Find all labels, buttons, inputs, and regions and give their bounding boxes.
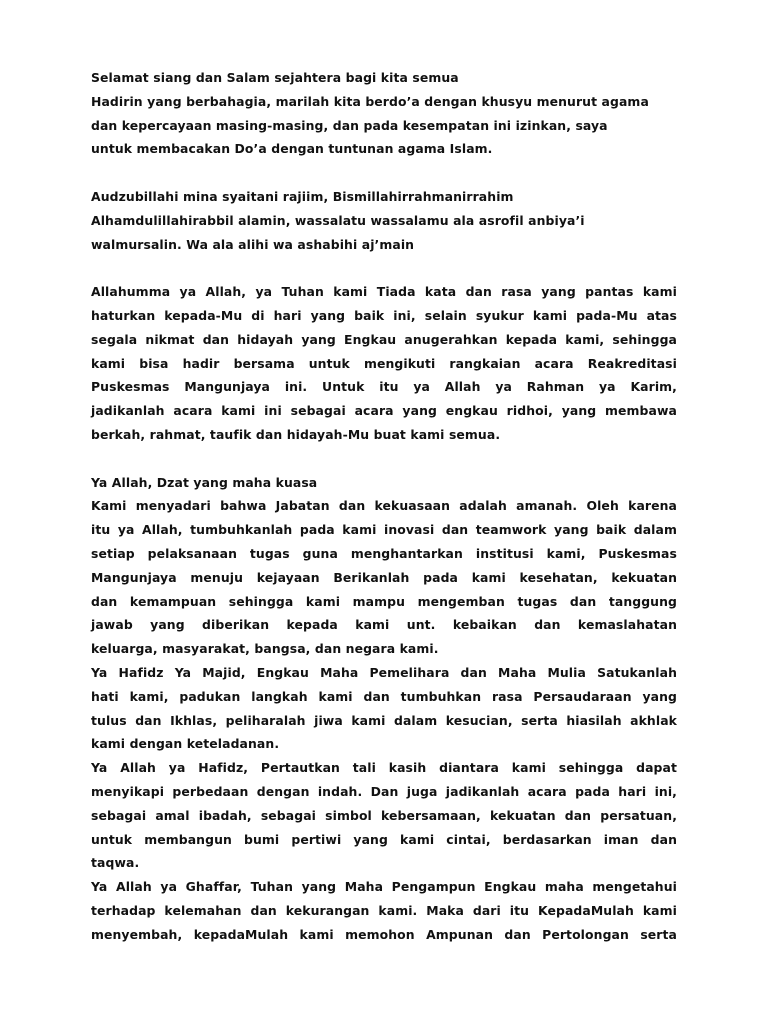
text-line: haturkan kepada-Mu di hari yang baik ini, selain syukur kami pada-Mu atas: [91, 307, 677, 323]
paragraph-gap: [91, 161, 677, 185]
text-line: segala nikmat dan hidayah yang Engkau anugerahkan kepada kami, sehingga: [91, 331, 677, 347]
text-line: Audzubillahi mina syaitani rajiim, Bismillahirrahmanirrahim: [91, 188, 514, 204]
text-line: tulus dan Ikhlas, peliharalah jiwa kami dalam kesucian, serta hiasilah akhlak: [91, 712, 677, 728]
text-line: keluarga, masyarakat, bangsa, dan negara kami.: [91, 641, 439, 657]
text-line: dan kemampuan sehingga kami mampu mengemban tugas dan tanggung: [91, 593, 677, 609]
text-line: Allahumma ya Allah, ya Tuhan kami Tiada kata dan rasa yang pantas kami: [91, 284, 677, 300]
text-line: sebagai amal ibadah, sebagai simbol kebersamaan, kekuatan dan persatuan,: [91, 807, 677, 823]
text-line: jadikanlah acara kami ini sebagai acara yang engkau ridhoi, yang membawa: [91, 403, 677, 419]
text-line: itu ya Allah, tumbuhkanlah pada kami inovasi dan teamwork yang baik dalam: [91, 522, 677, 538]
text-line: untuk membacakan Do’a dengan tuntunan agama Islam.: [91, 141, 493, 157]
document-body: [91, 66, 677, 946]
paragraph-gap: [91, 447, 677, 471]
text-line: Hadirin yang berbahagia, marilah kita berdo’a dengan khusyu menurut agama: [91, 93, 649, 109]
text-line: menyembah, kepadaMulah kami memohon Ampunan dan Pertolongan serta: [91, 926, 677, 942]
text-line: kami dengan keteladanan.: [91, 736, 280, 752]
text-line: Ya Allah, Dzat yang maha kuasa: [91, 474, 318, 490]
text-line: dan kepercayaan masing-masing, dan pada kesempatan ini izinkan, saya: [91, 117, 608, 133]
text-line: Mangunjaya menuju kejayaan Berikanlah pada kami kesehatan, kekuatan: [91, 569, 677, 585]
text-line: taqwa.: [91, 855, 140, 871]
text-line: Puskesmas Mangunjaya ini. Untuk itu ya Allah ya Rahman ya Karim,: [91, 379, 677, 395]
text-line: terhadap kelemahan dan kekurangan kami. Maka dari itu KepadaMulah kami: [91, 902, 677, 918]
text-line: jawab yang diberikan kepada kami unt. kebaikan dan kemaslahatan: [91, 617, 677, 633]
text-line: Ya Hafidz Ya Majid, Engkau Maha Pemelihara dan Maha Mulia Satukanlah: [91, 664, 677, 680]
text-line: Ya Allah ya Hafidz, Pertautkan tali kasih diantara kami sehingga dapat: [91, 760, 677, 776]
text-line: Ya Allah ya Ghaffar, Tuhan yang Maha Pengampun Engkau maha mengetahui: [91, 879, 677, 895]
text-line: untuk membangun bumi pertiwi yang kami cintai, berdasarkan iman dan: [91, 831, 677, 847]
text-line: Kami menyadari bahwa Jabatan dan kekuasaan adalah amanah. Oleh karena: [91, 498, 677, 514]
text-line: Alhamdulillahirabbil alamin, wassalatu wassalamu ala asrofil anbiya’i: [91, 212, 585, 228]
text-line: setiap pelaksanaan tugas guna menghantarkan institusi kami, Puskesmas: [91, 545, 677, 561]
text-line: hati kami, padukan langkah kami dan tumbuhkan rasa Persaudaraan yang: [91, 688, 677, 704]
text-line: berkah, rahmat, taufik dan hidayah-Mu buat kami semua.: [91, 426, 501, 442]
text-line: Selamat siang dan Salam sejahtera bagi kita semua: [91, 70, 459, 85]
paragraph-gap: [91, 256, 677, 280]
text-line: kami bisa hadir bersama untuk mengikuti rangkaian acara Reakreditasi: [91, 355, 677, 371]
text-line: menyikapi perbedaan dengan indah. Dan juga jadikanlah acara pada hari ini,: [91, 783, 677, 799]
text-line: walmursalin. Wa ala alihi wa ashabihi aj’main: [91, 236, 415, 252]
